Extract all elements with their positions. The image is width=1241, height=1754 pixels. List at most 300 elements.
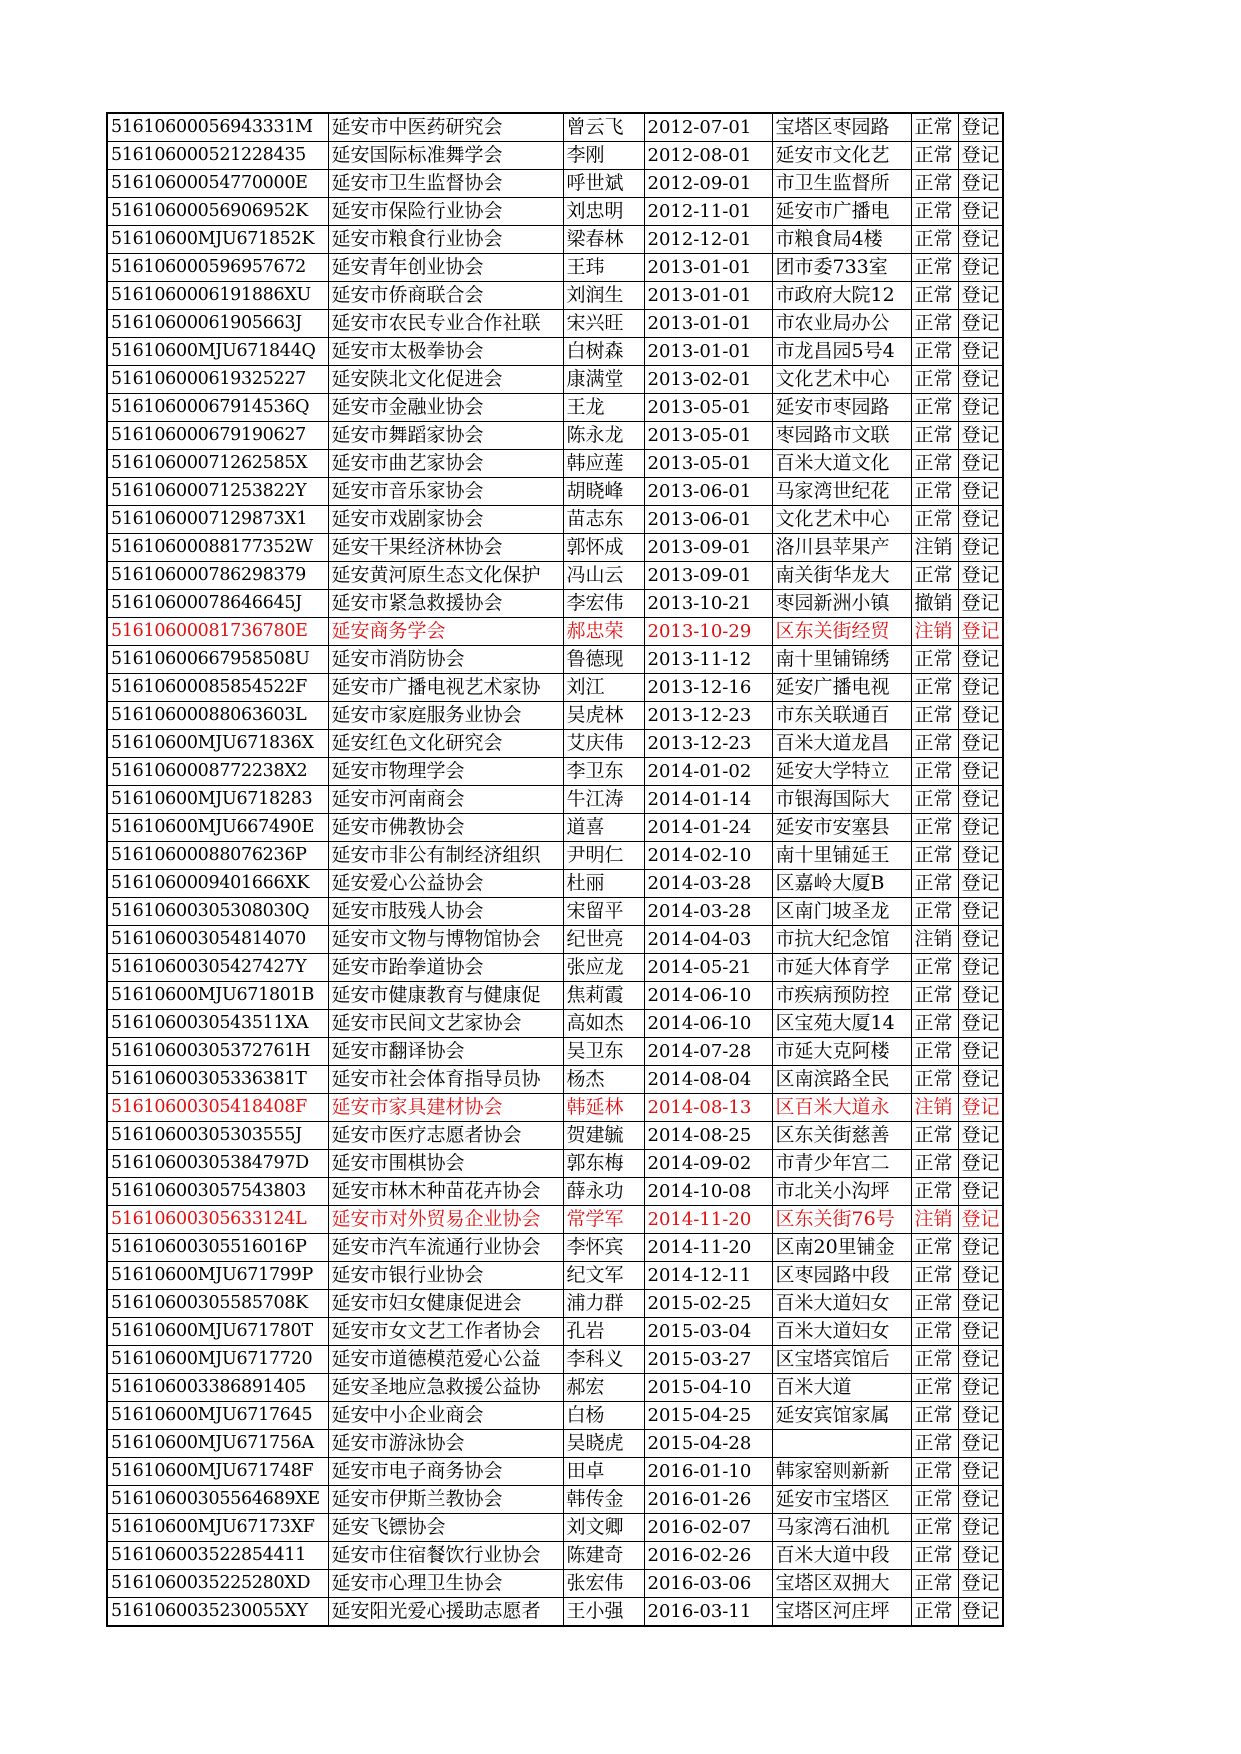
table-row — [107, 1598, 1003, 1627]
status-cell: 正常 — [911, 954, 958, 982]
table-row — [107, 1402, 1003, 1430]
status-cell: 正常 — [911, 702, 958, 730]
type-cell: 登记 — [958, 1122, 1003, 1150]
date-cell: 2013-01-01 — [644, 282, 772, 310]
registry-table — [106, 112, 1004, 1627]
date-cell: 2016-01-10 — [644, 1458, 772, 1486]
address-cell: 区东关街76号 — [772, 1206, 911, 1234]
org-name-cell: 延安市银行业协会 — [328, 1262, 563, 1290]
org-name-cell: 延安商务学会 — [328, 618, 563, 646]
org-name-cell: 延安市中医药研究会 — [328, 113, 563, 142]
status-cell: 正常 — [911, 394, 958, 422]
representative-cell: 鲁德现 — [563, 646, 644, 674]
representative-cell: 张应龙 — [563, 954, 644, 982]
type-cell: 登记 — [958, 422, 1003, 450]
type-cell: 登记 — [958, 254, 1003, 282]
type-cell: 登记 — [958, 618, 1003, 646]
status-cell: 注销 — [911, 1094, 958, 1122]
date-cell: 2013-05-01 — [644, 422, 772, 450]
status-cell: 注销 — [911, 618, 958, 646]
type-cell: 登记 — [958, 1346, 1003, 1374]
type-cell: 登记 — [958, 1514, 1003, 1542]
org-name-cell: 延安市游泳协会 — [328, 1430, 563, 1458]
address-cell: 延安大学特立 — [772, 758, 911, 786]
org-name-cell: 延安中小企业商会 — [328, 1402, 563, 1430]
date-cell: 2012-11-01 — [644, 198, 772, 226]
table-row — [107, 562, 1003, 590]
code-cell: 5161060008772238X2 — [107, 758, 328, 786]
type-cell: 登记 — [958, 1458, 1003, 1486]
status-cell: 正常 — [911, 1122, 958, 1150]
org-name-cell: 延安市社会体育指导员协 — [328, 1066, 563, 1094]
type-cell: 登记 — [958, 1094, 1003, 1122]
address-cell: 延安宾馆家属 — [772, 1402, 911, 1430]
address-cell: 市粮食局4楼 — [772, 226, 911, 254]
address-cell: 区南门坡圣龙 — [772, 898, 911, 926]
org-name-cell: 延安市卫生监督协会 — [328, 170, 563, 198]
representative-cell: 艾庆伟 — [563, 730, 644, 758]
representative-cell: 郝宏 — [563, 1374, 644, 1402]
type-cell: 登记 — [958, 282, 1003, 310]
representative-cell: 薛永功 — [563, 1178, 644, 1206]
representative-cell: 纪文军 — [563, 1262, 644, 1290]
status-cell: 正常 — [911, 842, 958, 870]
address-cell: 枣园新洲小镇 — [772, 590, 911, 618]
org-name-cell: 延安市医疗志愿者协会 — [328, 1122, 563, 1150]
status-cell: 正常 — [911, 1346, 958, 1374]
table-row — [107, 1094, 1003, 1122]
address-cell: 市卫生监督所 — [772, 170, 911, 198]
type-cell: 登记 — [958, 842, 1003, 870]
table-row — [107, 310, 1003, 338]
type-cell: 登记 — [958, 646, 1003, 674]
representative-cell: 刘忠明 — [563, 198, 644, 226]
type-cell: 登记 — [958, 478, 1003, 506]
type-cell: 登记 — [958, 898, 1003, 926]
date-cell: 2014-07-28 — [644, 1038, 772, 1066]
representative-cell: 郝忠荣 — [563, 618, 644, 646]
address-cell: 区枣园路中段 — [772, 1262, 911, 1290]
code-cell: 51610600085854522F — [107, 674, 328, 702]
date-cell: 2013-01-01 — [644, 310, 772, 338]
status-cell: 正常 — [911, 814, 958, 842]
status-cell: 正常 — [911, 646, 958, 674]
type-cell: 登记 — [958, 310, 1003, 338]
org-name-cell: 延安市汽车流通行业协会 — [328, 1234, 563, 1262]
org-name-cell: 延安阳光爱心援助志愿者 — [328, 1598, 563, 1627]
status-cell: 正常 — [911, 758, 958, 786]
type-cell: 登记 — [958, 534, 1003, 562]
table-row — [107, 926, 1003, 954]
org-name-cell: 延安市电子商务协会 — [328, 1458, 563, 1486]
representative-cell: 常学军 — [563, 1206, 644, 1234]
table-row — [107, 338, 1003, 366]
code-cell: 51610600067914536Q — [107, 394, 328, 422]
type-cell: 登记 — [958, 366, 1003, 394]
code-cell: 516106000596957672 — [107, 254, 328, 282]
org-name-cell: 延安市健康教育与健康促 — [328, 982, 563, 1010]
representative-cell: 陈建奇 — [563, 1542, 644, 1570]
type-cell: 登记 — [958, 1038, 1003, 1066]
address-cell: 百米大道妇女 — [772, 1290, 911, 1318]
representative-cell: 王玮 — [563, 254, 644, 282]
date-cell: 2014-08-13 — [644, 1094, 772, 1122]
table-row — [107, 226, 1003, 254]
table-row — [107, 422, 1003, 450]
table-row — [107, 618, 1003, 646]
code-cell: 51610600MJU671799P — [107, 1262, 328, 1290]
table-row — [107, 282, 1003, 310]
date-cell: 2014-09-02 — [644, 1150, 772, 1178]
status-cell: 正常 — [911, 982, 958, 1010]
org-name-cell: 延安爱心公益协会 — [328, 870, 563, 898]
table-row — [107, 1234, 1003, 1262]
status-cell: 注销 — [911, 534, 958, 562]
representative-cell: 冯山云 — [563, 562, 644, 590]
table-row — [107, 1262, 1003, 1290]
address-cell: 南十里铺锦绣 — [772, 646, 911, 674]
type-cell: 登记 — [958, 1374, 1003, 1402]
date-cell: 2013-09-01 — [644, 562, 772, 590]
date-cell: 2015-03-04 — [644, 1318, 772, 1346]
type-cell: 登记 — [958, 450, 1003, 478]
date-cell: 2014-01-24 — [644, 814, 772, 842]
representative-cell: 梁春林 — [563, 226, 644, 254]
code-cell: 51610600305303555J — [107, 1122, 328, 1150]
address-cell: 区东关街经贸 — [772, 618, 911, 646]
status-cell: 注销 — [911, 1206, 958, 1234]
code-cell: 5161060006191886XU — [107, 282, 328, 310]
address-cell: 百米大道文化 — [772, 450, 911, 478]
date-cell: 2013-06-01 — [644, 506, 772, 534]
representative-cell: 郭怀成 — [563, 534, 644, 562]
address-cell: 南关街华龙大 — [772, 562, 911, 590]
type-cell: 登记 — [958, 1430, 1003, 1458]
type-cell: 登记 — [958, 1234, 1003, 1262]
code-cell: 5161060035230055XY — [107, 1598, 328, 1627]
date-cell: 2014-11-20 — [644, 1206, 772, 1234]
address-cell: 马家湾石油机 — [772, 1514, 911, 1542]
address-cell: 宝塔区枣园路 — [772, 113, 911, 142]
type-cell: 登记 — [958, 758, 1003, 786]
status-cell: 正常 — [911, 1038, 958, 1066]
address-cell: 市农业局办公 — [772, 310, 911, 338]
address-cell: 百米大道龙昌 — [772, 730, 911, 758]
status-cell: 正常 — [911, 562, 958, 590]
code-cell: 51610600667958508U — [107, 646, 328, 674]
date-cell: 2016-03-11 — [644, 1598, 772, 1627]
code-cell: 51610600305372761H — [107, 1038, 328, 1066]
date-cell: 2014-06-10 — [644, 1010, 772, 1038]
date-cell: 2016-02-26 — [644, 1542, 772, 1570]
table-row — [107, 814, 1003, 842]
status-cell: 正常 — [911, 338, 958, 366]
representative-cell: 康满堂 — [563, 366, 644, 394]
representative-cell: 李科义 — [563, 1346, 644, 1374]
representative-cell: 苗志东 — [563, 506, 644, 534]
representative-cell: 李卫东 — [563, 758, 644, 786]
org-name-cell: 延安市农民专业合作社联 — [328, 310, 563, 338]
address-cell: 延安市宝塔区 — [772, 1486, 911, 1514]
address-cell: 百米大道中段 — [772, 1542, 911, 1570]
date-cell: 2012-09-01 — [644, 170, 772, 198]
representative-cell: 白树森 — [563, 338, 644, 366]
status-cell: 正常 — [911, 170, 958, 198]
table-row — [107, 198, 1003, 226]
org-name-cell: 延安市河南商会 — [328, 786, 563, 814]
org-name-cell: 延安市肢残人协会 — [328, 898, 563, 926]
table-row — [107, 478, 1003, 506]
address-cell: 市北关小沟坪 — [772, 1178, 911, 1206]
status-cell: 正常 — [911, 198, 958, 226]
date-cell: 2012-07-01 — [644, 113, 772, 142]
org-name-cell: 延安飞镖协会 — [328, 1514, 563, 1542]
date-cell: 2013-11-12 — [644, 646, 772, 674]
date-cell: 2014-04-03 — [644, 926, 772, 954]
org-name-cell: 延安黄河原生态文化保护 — [328, 562, 563, 590]
representative-cell: 杜丽 — [563, 870, 644, 898]
table-row — [107, 450, 1003, 478]
table-row — [107, 254, 1003, 282]
table-row — [107, 1458, 1003, 1486]
code-cell: 51610600088177352W — [107, 534, 328, 562]
table-row — [107, 1178, 1003, 1206]
status-cell: 正常 — [911, 1486, 958, 1514]
address-cell: 区百米大道永 — [772, 1094, 911, 1122]
code-cell: 5161060007129873X1 — [107, 506, 328, 534]
address-cell: 马家湾世纪花 — [772, 478, 911, 506]
table-row — [107, 1038, 1003, 1066]
code-cell: 51610600305427427Y — [107, 954, 328, 982]
table-row — [107, 1150, 1003, 1178]
org-name-cell: 延安市侨商联合会 — [328, 282, 563, 310]
status-cell: 正常 — [911, 1402, 958, 1430]
code-cell: 51610600054770000E — [107, 170, 328, 198]
status-cell: 正常 — [911, 786, 958, 814]
status-cell: 正常 — [911, 478, 958, 506]
code-cell: 51610600MJU671748F — [107, 1458, 328, 1486]
code-cell: 51610600305516016P — [107, 1234, 328, 1262]
representative-cell: 刘江 — [563, 674, 644, 702]
org-name-cell: 延安市戏剧家协会 — [328, 506, 563, 534]
type-cell: 登记 — [958, 982, 1003, 1010]
representative-cell: 杨杰 — [563, 1066, 644, 1094]
date-cell: 2014-01-14 — [644, 786, 772, 814]
representative-cell: 曾云飞 — [563, 113, 644, 142]
type-cell: 登记 — [958, 730, 1003, 758]
address-cell: 区宝塔宾馆后 — [772, 1346, 911, 1374]
status-cell: 正常 — [911, 1542, 958, 1570]
type-cell: 登记 — [958, 1542, 1003, 1570]
org-name-cell: 延安干果经济林协会 — [328, 534, 563, 562]
type-cell: 登记 — [958, 170, 1003, 198]
org-name-cell: 延安市妇女健康促进会 — [328, 1290, 563, 1318]
type-cell: 登记 — [958, 1598, 1003, 1627]
type-cell: 登记 — [958, 814, 1003, 842]
code-cell: 51610600071253822Y — [107, 478, 328, 506]
code-cell: 51610600071262585X — [107, 450, 328, 478]
table-row — [107, 842, 1003, 870]
type-cell: 登记 — [958, 786, 1003, 814]
org-name-cell: 延安市佛教协会 — [328, 814, 563, 842]
table-row — [107, 394, 1003, 422]
table-row — [107, 1542, 1003, 1570]
type-cell: 登记 — [958, 198, 1003, 226]
code-cell: 5161060035225280XD — [107, 1570, 328, 1598]
address-cell: 市银海国际大 — [772, 786, 911, 814]
code-cell: 516106000521228435 — [107, 142, 328, 170]
representative-cell: 高如杰 — [563, 1010, 644, 1038]
representative-cell: 尹明仁 — [563, 842, 644, 870]
address-cell: 文化艺术中心 — [772, 366, 911, 394]
org-name-cell: 延安市伊斯兰教协会 — [328, 1486, 563, 1514]
address-cell: 市抗大纪念馆 — [772, 926, 911, 954]
status-cell: 正常 — [911, 254, 958, 282]
representative-cell: 贺建毓 — [563, 1122, 644, 1150]
type-cell: 登记 — [958, 1570, 1003, 1598]
type-cell: 登记 — [958, 1066, 1003, 1094]
date-cell: 2014-08-25 — [644, 1122, 772, 1150]
table-row — [107, 142, 1003, 170]
representative-cell: 白杨 — [563, 1402, 644, 1430]
status-cell: 正常 — [911, 1234, 958, 1262]
org-name-cell: 延安市家庭服务业协会 — [328, 702, 563, 730]
status-cell: 正常 — [911, 1150, 958, 1178]
code-cell: 51610600MJU6718283 — [107, 786, 328, 814]
address-cell: 市延大体育学 — [772, 954, 911, 982]
representative-cell: 韩传金 — [563, 1486, 644, 1514]
type-cell: 登记 — [958, 1262, 1003, 1290]
representative-cell: 李宏伟 — [563, 590, 644, 618]
code-cell: 516106000786298379 — [107, 562, 328, 590]
table-row — [107, 1290, 1003, 1318]
type-cell: 登记 — [958, 926, 1003, 954]
org-name-cell: 延安市广播电视艺术家协 — [328, 674, 563, 702]
date-cell: 2014-01-02 — [644, 758, 772, 786]
code-cell: 51610600305633124L — [107, 1206, 328, 1234]
code-cell: 516106003057543803 — [107, 1178, 328, 1206]
representative-cell: 吴晓虎 — [563, 1430, 644, 1458]
table-row — [107, 674, 1003, 702]
status-cell: 正常 — [911, 226, 958, 254]
table-row — [107, 1346, 1003, 1374]
org-name-cell: 延安市粮食行业协会 — [328, 226, 563, 254]
date-cell: 2016-02-07 — [644, 1514, 772, 1542]
code-cell: 5161060030543511XA — [107, 1010, 328, 1038]
code-cell: 516106003522854411 — [107, 1542, 328, 1570]
address-cell: 团市委733室 — [772, 254, 911, 282]
status-cell: 正常 — [911, 142, 958, 170]
date-cell: 2014-03-28 — [644, 898, 772, 926]
type-cell: 登记 — [958, 1290, 1003, 1318]
org-name-cell: 延安市道德模范爱心公益 — [328, 1346, 563, 1374]
representative-cell: 韩延林 — [563, 1094, 644, 1122]
representative-cell: 刘润生 — [563, 282, 644, 310]
status-cell: 正常 — [911, 1066, 958, 1094]
code-cell: 51610600056943331M — [107, 113, 328, 142]
type-cell: 登记 — [958, 338, 1003, 366]
date-cell: 2013-10-29 — [644, 618, 772, 646]
type-cell: 登记 — [958, 1402, 1003, 1430]
representative-cell: 陈永龙 — [563, 422, 644, 450]
date-cell: 2013-05-01 — [644, 394, 772, 422]
representative-cell: 孔岩 — [563, 1318, 644, 1346]
org-name-cell: 延安市消防协会 — [328, 646, 563, 674]
org-name-cell: 延安圣地应急救援公益协 — [328, 1374, 563, 1402]
date-cell: 2014-03-28 — [644, 870, 772, 898]
org-name-cell: 延安市保险行业协会 — [328, 198, 563, 226]
date-cell: 2012-12-01 — [644, 226, 772, 254]
type-cell: 登记 — [958, 702, 1003, 730]
org-name-cell: 延安市心理卫生协会 — [328, 1570, 563, 1598]
address-cell: 延安市广播电 — [772, 198, 911, 226]
status-cell: 正常 — [911, 1290, 958, 1318]
type-cell: 登记 — [958, 562, 1003, 590]
status-cell: 正常 — [911, 366, 958, 394]
table-row — [107, 1010, 1003, 1038]
table-row — [107, 1318, 1003, 1346]
table-row — [107, 1514, 1003, 1542]
org-name-cell: 延安市跆拳道协会 — [328, 954, 563, 982]
date-cell: 2016-03-06 — [644, 1570, 772, 1598]
code-cell: 51610600MJU671756A — [107, 1430, 328, 1458]
status-cell: 正常 — [911, 1318, 958, 1346]
code-cell: 51610600088076236P — [107, 842, 328, 870]
address-cell: 市东关联通百 — [772, 702, 911, 730]
address-cell: 市政府大院12 — [772, 282, 911, 310]
address-cell: 市延大克阿楼 — [772, 1038, 911, 1066]
table-row — [107, 786, 1003, 814]
address-cell: 区南滨路全民 — [772, 1066, 911, 1094]
address-cell: 延安市文化艺 — [772, 142, 911, 170]
org-name-cell: 延安市非公有制经济组织 — [328, 842, 563, 870]
representative-cell: 宋兴旺 — [563, 310, 644, 338]
representative-cell: 纪世亮 — [563, 926, 644, 954]
org-name-cell: 延安红色文化研究会 — [328, 730, 563, 758]
code-cell: 51610600305336381T — [107, 1066, 328, 1094]
code-cell: 51610600MJU67173XF — [107, 1514, 328, 1542]
status-cell: 正常 — [911, 1010, 958, 1038]
type-cell: 登记 — [958, 1010, 1003, 1038]
status-cell: 正常 — [911, 1598, 958, 1627]
table-row — [107, 366, 1003, 394]
type-cell: 登记 — [958, 870, 1003, 898]
address-cell: 百米大道妇女 — [772, 1318, 911, 1346]
date-cell: 2014-12-11 — [644, 1262, 772, 1290]
status-cell: 撤销 — [911, 590, 958, 618]
org-name-cell: 延安市太极拳协会 — [328, 338, 563, 366]
representative-cell: 牛江涛 — [563, 786, 644, 814]
date-cell: 2013-12-23 — [644, 730, 772, 758]
status-cell: 正常 — [911, 282, 958, 310]
code-cell: 51610600MJU6717720 — [107, 1346, 328, 1374]
table-row — [107, 954, 1003, 982]
address-cell: 百米大道 — [772, 1374, 911, 1402]
address-cell: 洛川县苹果产 — [772, 534, 911, 562]
date-cell: 2013-12-23 — [644, 702, 772, 730]
status-cell: 正常 — [911, 898, 958, 926]
status-cell: 正常 — [911, 1458, 958, 1486]
representative-cell: 王小强 — [563, 1598, 644, 1627]
type-cell: 登记 — [958, 954, 1003, 982]
date-cell: 2012-08-01 — [644, 142, 772, 170]
code-cell: 516106003054814070 — [107, 926, 328, 954]
org-name-cell: 延安市音乐家协会 — [328, 478, 563, 506]
status-cell: 正常 — [911, 506, 958, 534]
date-cell: 2015-04-25 — [644, 1402, 772, 1430]
status-cell: 正常 — [911, 450, 958, 478]
representative-cell: 张宏伟 — [563, 1570, 644, 1598]
